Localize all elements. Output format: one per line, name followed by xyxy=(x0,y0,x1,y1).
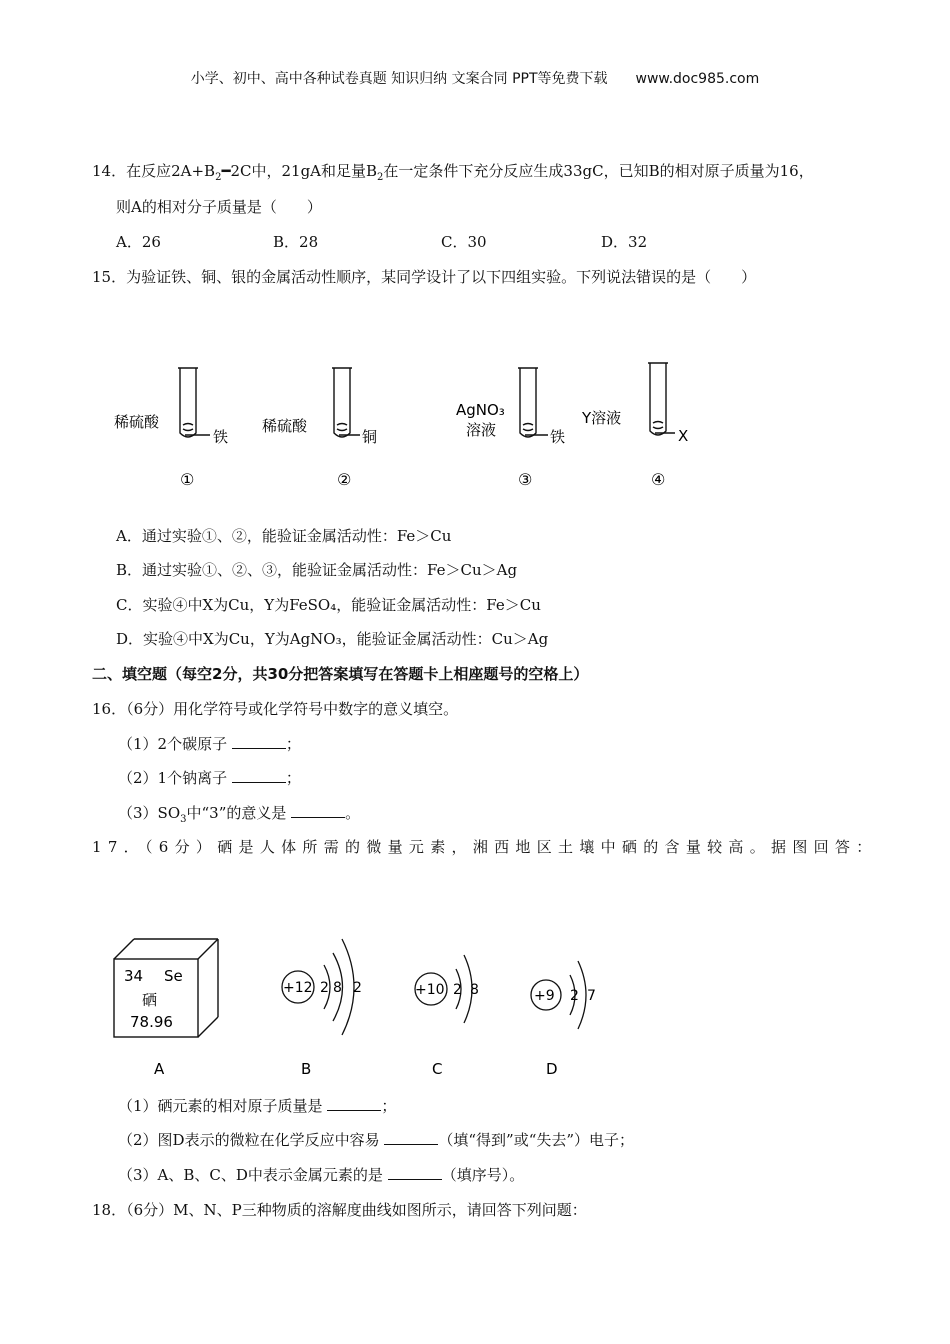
atom-c-shell-1: 2 xyxy=(453,982,462,998)
q15-test-tube-figure xyxy=(100,355,720,495)
q17-item-1: （1）硒元素的相对原子质量是 ； xyxy=(118,1097,397,1115)
element-symbol: Se xyxy=(164,967,183,985)
tube4-solution: Y溶液 xyxy=(582,409,622,427)
answer-blank[interactable] xyxy=(291,804,345,818)
tube4-number: ④ xyxy=(651,470,666,489)
tube3-solution-formula: AgNO₃ xyxy=(456,401,505,419)
tube4-metal: X xyxy=(678,427,689,445)
q16-item-1: （1）2个碳原子 ； xyxy=(118,735,301,753)
atom-b-shell-3: 2 xyxy=(353,980,362,996)
q17-atom-figure xyxy=(100,925,620,1085)
q17-stem: 17．（6分）硒是人体所需的微量元素，湘西地区土壤中硒的含量较高。据图回答： xyxy=(92,838,878,856)
atom-c-shell-2: 8 xyxy=(470,982,479,998)
label-c: C xyxy=(432,1060,443,1078)
label-d: D xyxy=(546,1060,558,1078)
answer-blank[interactable] xyxy=(388,1166,442,1180)
q16-stem: 16．（6分）用化学符号或化学符号中数字的意义填空。 xyxy=(92,700,459,718)
label-a: A xyxy=(154,1060,165,1078)
atom-b-nucleus: +12 xyxy=(283,980,313,996)
element-number: 34 xyxy=(124,967,144,985)
q17-item-3: （3）A、B、C、D中表示金属元素的是 （填序号）。 xyxy=(118,1166,525,1184)
tube1-number: ① xyxy=(180,470,195,489)
header-site[interactable]: www.doc985.com xyxy=(635,71,760,87)
test-tube-2 xyxy=(334,368,350,437)
q17-item-2: （2）图D表示的微粒在化学反应中容易 （填“得到”或“失去”）电子； xyxy=(118,1131,635,1149)
atom-d-shell-2: 7 xyxy=(587,988,596,1004)
q15-option-c: C．实验④中X为Cu，Y为FeSO₄，能验证金属活动性：Fe＞Cu xyxy=(116,596,541,614)
answer-blank[interactable] xyxy=(232,769,286,783)
atom-d-nucleus: +9 xyxy=(534,988,555,1004)
q18-stem: 18．（6分）M、N、P三种物质的溶解度曲线如图所示，请回答下列问题： xyxy=(92,1201,587,1219)
tube2-number: ② xyxy=(337,470,352,489)
header-text: 小学、初中、高中各种试卷真题 知识归纳 文案合同 PPT等免费下载 xyxy=(190,71,608,87)
test-tube-4 xyxy=(650,363,666,435)
tube2-solution: 稀硫酸 xyxy=(262,417,308,435)
q15-option-a: A．通过实验①、②，能验证金属活动性：Fe＞Cu xyxy=(116,527,452,545)
q16-item-2: （2）1个钠离子 ； xyxy=(118,769,301,787)
atom-c-nucleus: +10 xyxy=(415,982,445,998)
label-b: B xyxy=(301,1060,312,1078)
tube1-metal: 铁 xyxy=(213,428,229,446)
q15-stem: 15．为验证铁、铜、银的金属活动性顺序，某同学设计了以下四组实验。下列说法错误的是（ ） xyxy=(92,268,757,286)
test-tube-3 xyxy=(520,368,536,437)
section-2-title: 二、填空题（每空2分，共30分把答案填写在答题卡上相座题号的空格上） xyxy=(92,665,589,683)
tube2-metal: 铜 xyxy=(362,428,378,446)
element-mass: 78.96 xyxy=(130,1013,173,1031)
tube3-metal: 铁 xyxy=(550,428,566,446)
tube3-number: ③ xyxy=(518,470,533,489)
answer-blank[interactable] xyxy=(232,735,286,749)
q14-option-d: D．32 xyxy=(601,233,648,251)
q14-option-a: A．26 xyxy=(116,233,161,251)
q14-option-b: B．28 xyxy=(273,233,319,251)
q15-option-b: B．通过实验①、②、③，能验证金属活动性：Fe＞Cu＞Ag xyxy=(116,561,518,579)
atom-b-shell-1: 2 xyxy=(320,980,329,996)
q14-line2: 则A的相对分子质量是（ ） xyxy=(116,198,322,216)
q14-line1: 14．在反应$2A+B_2━2C$中，21gA和足量$B_2$在一定条件下充分反应生成33gC，已知B的相对原子质量为16， xyxy=(92,162,814,183)
tube1-solution: 稀硫酸 xyxy=(114,413,160,431)
q14-option-c: C．30 xyxy=(441,233,487,251)
q16-item-3: $(3)SO_3$中“3”的意义是 。 xyxy=(118,804,361,825)
element-name: 硒 xyxy=(142,991,158,1009)
answer-blank[interactable] xyxy=(384,1131,438,1145)
atom-d-shell-1: 2 xyxy=(570,988,579,1004)
tube3-solution-word: 溶液 xyxy=(466,421,497,439)
answer-blank[interactable] xyxy=(327,1097,381,1111)
test-tube-1 xyxy=(180,368,196,437)
atom-b-shell-2: 8 xyxy=(333,980,342,996)
q15-option-d: D．实验④中X为Cu，Y为AgNO₃，能验证金属活动性：Cu＞Ag xyxy=(116,630,549,648)
page-header xyxy=(0,68,950,88)
